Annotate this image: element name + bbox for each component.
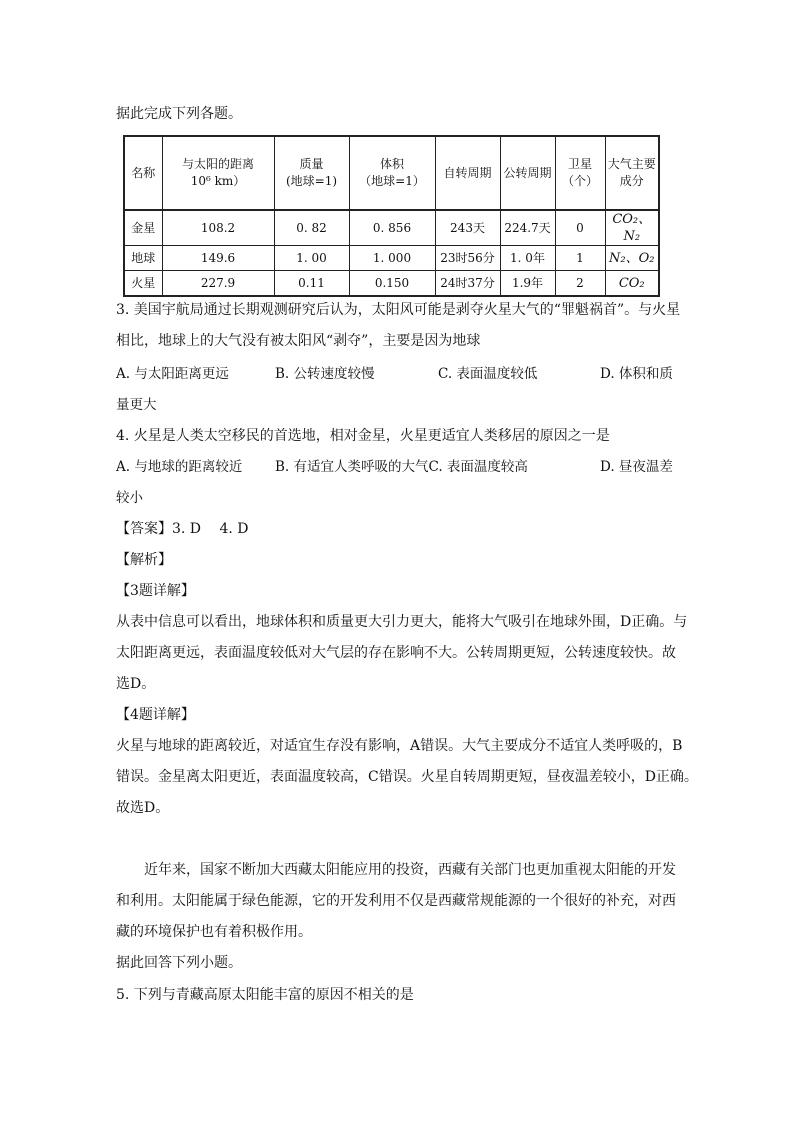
q4-option-a: A. 与地球的距离较近 (116, 459, 243, 475)
cell-distance: 108.2 (162, 210, 274, 246)
passage-prompt: 据此回答下列小题。 (116, 955, 242, 971)
q4-option-d: D. 昼夜温差 (600, 459, 673, 475)
q4-detail-line3: 故选D。 (116, 800, 170, 816)
cell-name: 地球 (124, 246, 162, 271)
q3-detail-heading: 【3题详解】 (116, 583, 195, 599)
header-volume-label: 体积 (379, 157, 404, 171)
header-distance-label: 与太阳的距离 (181, 157, 254, 171)
header-satellites: 卫星（个） (555, 136, 605, 210)
q3-option-d: D. 体积和质 (600, 366, 673, 382)
cell-satellites: 0 (555, 210, 605, 246)
header-name: 名称 (124, 136, 162, 210)
header-atmosphere: 大气主要成分 (605, 136, 659, 210)
passage-line2: 和利用。太阳能属于绿色能源，它的开发利用不仅是西藏常规能源的一个很好的补充，对西 (116, 893, 676, 909)
cell-revolution: 1.9年 (500, 271, 555, 297)
header-mass (274, 136, 349, 210)
cell-revolution: 224.7天 (500, 210, 555, 246)
header-distance-unit: 10⁶ km） (190, 174, 246, 188)
q3-detail-line1: 从表中信息可以看出，地球体积和质量更大引力更大，能将大气吸引在地球外围，D正确。与 (116, 614, 688, 630)
cell-volume: 0.150 (349, 271, 435, 297)
cell-volume: 1. 000 (349, 246, 435, 271)
q4-stem: 4. 火星是人类太空移民的首选地，相对金星，火星更适宜人类移居的原因之一是 (116, 428, 610, 444)
cell-name: 火星 (124, 271, 162, 297)
q3-option-c: C. 表面温度较低 (438, 366, 538, 382)
q4-detail-line1: 火星与地球的距离较近，对适宜生存没有影响，A错误。大气主要成分不适宜人类呼吸的，B (116, 738, 683, 754)
q4-detail-heading: 【4题详解】 (116, 707, 195, 723)
header-volume-unit: （地球=1） (359, 174, 425, 188)
cell-name: 金星 (124, 210, 162, 246)
passage-line3: 藏的环境保护也有着积极作用。 (116, 924, 312, 940)
cell-rotation: 23时56分 (435, 246, 500, 271)
cell-revolution: 1. 0年 (500, 246, 555, 271)
table-header-row (124, 136, 659, 210)
cell-rotation: 243天 (435, 210, 500, 246)
header-mass-unit: (地球=1) (285, 174, 338, 188)
q4-option-b: B. 有适宜人类呼吸的大气C. 表面温度较高 (275, 459, 528, 475)
q3-option-b: B. 公转速度较慢 (275, 366, 375, 382)
cell-mass: 0.11 (274, 271, 349, 297)
table-row (124, 210, 659, 246)
header-distance (162, 136, 274, 210)
q3-stem-line2: 相比，地球上的大气没有被太阳风“剥夺”，主要是因为地球 (116, 333, 481, 349)
analysis-heading: 【解析】 (116, 552, 172, 568)
header-mass-label: 质量 (299, 157, 324, 171)
q5-stem: 5. 下列与青藏高原太阳能丰富的原因不相关的是 (116, 987, 414, 1003)
planet-table (123, 135, 660, 297)
cell-atmosphere: CO₂、N₂ (605, 210, 659, 246)
q3-option-a: A. 与太阳距离更远 (116, 366, 229, 382)
cell-mass: 1. 00 (274, 246, 349, 271)
header-rotation: 自转周期 (435, 136, 500, 210)
cell-satellites: 1 (555, 246, 605, 271)
q4-option-d-cont: 较小 (116, 490, 143, 506)
q3-option-d-cont: 量更大 (116, 397, 157, 413)
cell-atmosphere: CO₂ (605, 271, 659, 297)
answer-line: 【答案】3. D 4. D (116, 521, 249, 537)
intro-line: 据此完成下列各题。 (116, 106, 242, 122)
cell-satellites: 2 (555, 271, 605, 297)
q3-detail-line3: 选D。 (116, 676, 156, 692)
cell-volume: 0. 856 (349, 210, 435, 246)
cell-atmosphere: N₂、O₂ (605, 246, 659, 271)
passage-line1: 近年来，国家不断加大西藏太阳能应用的投资，西藏有关部门也更加重视太阳能的开发 (144, 862, 676, 878)
q3-detail-line2: 太阳距离更远，表面温度较低对大气层的存在影响不大。公转周期更短，公转速度较快。故 (116, 645, 676, 661)
cell-mass: 0. 82 (274, 210, 349, 246)
table-row (124, 271, 659, 297)
cell-distance: 227.9 (162, 271, 274, 297)
table-row (124, 246, 659, 271)
q3-stem-line1: 3. 美国宇航局通过长期观测研究后认为，太阳风可能是剥夺火星大气的“罪魁祸首”。与火星 (116, 302, 681, 318)
header-volume (349, 136, 435, 210)
q4-detail-line2: 错误。金星离太阳更近，表面温度较高，C错误。火星自转周期更短，昼夜温差较小，D正确。 (116, 769, 698, 785)
cell-distance: 149.6 (162, 246, 274, 271)
header-revolution: 公转周期 (500, 136, 555, 210)
cell-rotation: 24时37分 (435, 271, 500, 297)
